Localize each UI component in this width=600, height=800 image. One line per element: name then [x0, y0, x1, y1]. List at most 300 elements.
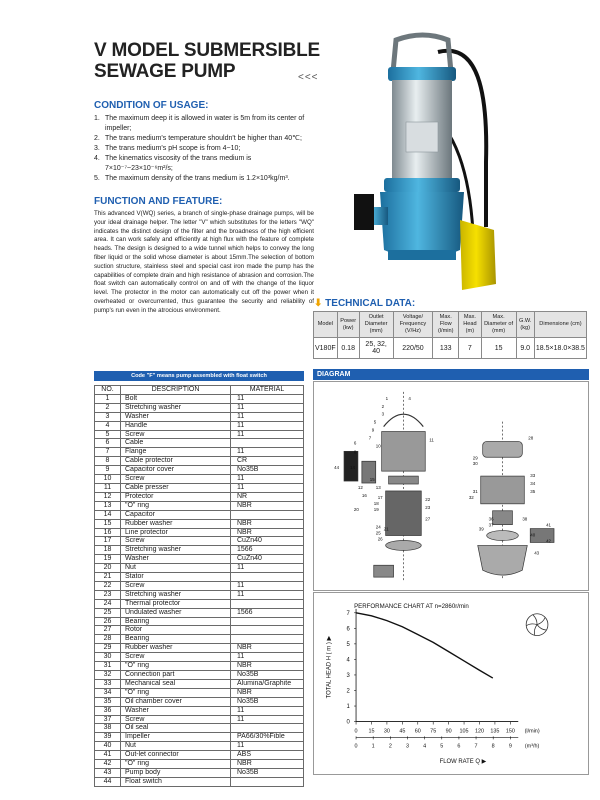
part-description: Oil seal [121, 724, 231, 733]
diagram-callout: 12 [357, 484, 363, 490]
part-number: 44 [95, 777, 121, 786]
part-material: 11 [231, 715, 304, 724]
condition-item [94, 134, 314, 144]
diagram-callout: 44 [334, 465, 340, 471]
part-description: Washer [121, 706, 231, 715]
x-tick-label-lmin: 135 [490, 728, 500, 735]
part-description: Washer [121, 412, 231, 421]
part-description: Screw [121, 475, 231, 484]
technical-cell: 18.5×18.0×38.5 [534, 338, 586, 359]
x-tick-label-lmin: 45 [399, 728, 406, 735]
part-description: Connection part [121, 671, 231, 680]
technical-header-row [314, 312, 587, 338]
part-material: CuZn40 [231, 555, 304, 564]
technical-heading [314, 298, 415, 309]
table-row [95, 394, 304, 403]
y-tick-label: 5 [346, 641, 350, 648]
part-description: Cable protector [121, 457, 231, 466]
table-row [95, 430, 304, 439]
part-number: 8 [95, 457, 121, 466]
y-tick-label: 7 [346, 610, 350, 617]
part-description: Rubber washer [121, 519, 231, 528]
part-material: 1566 [231, 608, 304, 617]
diagram-callout: 19 [373, 506, 379, 512]
part-description: Stretching washer [121, 546, 231, 555]
logo-blade [537, 618, 545, 625]
parts-body [95, 394, 304, 786]
technical-cell: 0.18 [337, 338, 359, 359]
x-tick-label-m3h: 4 [423, 743, 427, 750]
part-number: 34 [95, 688, 121, 697]
x-tick-label-lmin: 75 [430, 728, 437, 735]
part-material [231, 573, 304, 582]
technical-data-row [314, 338, 587, 359]
table-row [95, 751, 304, 760]
x-tick-label-m3h: 8 [491, 743, 495, 750]
condition-item-text: The trans medium's temperature shouldn't be higher than 40℃; [105, 135, 302, 142]
pump-photo [348, 32, 498, 294]
table-row [95, 688, 304, 697]
y-tick-label: 2 [346, 688, 350, 695]
part-material [231, 777, 304, 786]
table-row [95, 475, 304, 484]
part-description: Screw [121, 653, 231, 662]
part-number: 30 [95, 653, 121, 662]
technical-cell: 220/50 [393, 338, 433, 359]
y-tick-label: 4 [346, 657, 350, 664]
x-tick-label-lmin: 30 [383, 728, 390, 735]
part-number: 26 [95, 617, 121, 626]
condition-item-number: 1. [94, 115, 100, 122]
part-description: Pump body [121, 768, 231, 777]
part-number: 32 [95, 671, 121, 680]
part-number: 25 [95, 608, 121, 617]
technical-header-cell: Outlet Diameter (mm) [359, 312, 393, 338]
technical-cell: 9.0 [516, 338, 534, 359]
part-number: 14 [95, 510, 121, 519]
part-number: 1 [95, 394, 121, 403]
part-material: NR [231, 492, 304, 501]
part-number: 15 [95, 519, 121, 528]
technical-table [313, 311, 587, 359]
parts-table [94, 385, 304, 787]
part-number: 23 [95, 590, 121, 599]
part-material: No35B [231, 466, 304, 475]
part-material: NBR [231, 519, 304, 528]
arrow-icon: ⬇ [314, 298, 323, 309]
condition-list [94, 114, 314, 184]
technical-cell: 7 [459, 338, 482, 359]
diagram-callout: 10 [375, 443, 381, 449]
table-row [95, 777, 304, 786]
x-tick-label-m3h: 3 [405, 743, 409, 750]
diagram-callout: 22 [425, 496, 431, 502]
part-material: PA66/30%Fible [231, 733, 304, 742]
part-number: 35 [95, 697, 121, 706]
exploded-diagram [313, 381, 589, 591]
title-line-1: V MODEL SUBMERSIBLE [94, 40, 320, 61]
x-tick-label-lmin: 15 [368, 728, 375, 735]
table-row [95, 768, 304, 777]
diagram-callout: 29 [472, 455, 478, 461]
diagram-callout: 17 [377, 494, 383, 500]
diagram-callout: 4 [408, 395, 411, 401]
table-row [95, 546, 304, 555]
part-material [231, 617, 304, 626]
diagram-callout: 8 [353, 449, 357, 455]
table-row [95, 599, 304, 608]
feature-text: This advanced V(WQ) series, a branch of single-phase drainage pumps, will be your ideal drainage helper. The letter "V" which substitutes for the letters "WQ" indicates the distinct design of the filter and the broadness of the high efficient area. It can work safely and efficiently at high flux with the feature of complete heads. The design is designed to a wide tunnel which helps to convey the long fiber liquid or the solid whose diameter is about 15mm.The selection of bottom suction structure, stainless steel and special cast iron made the pump has the capabilities of complete drain and high resistance of abrasion and corrosion.The float switch can automatically control on and off with the change of the liquor level. The protector in the motor can automatically cut off the power when it overheated or overcurrented, thus guarantee the security and reliability of pump's run even in the atrocious environment. [94, 210, 314, 314]
diagram-callout: 2 [381, 403, 385, 409]
part-material: 11 [231, 742, 304, 751]
part-material: 11 [231, 564, 304, 573]
y-tick-label: 3 [346, 672, 350, 679]
part-description: "O" ring [121, 688, 231, 697]
part-description: Screw [121, 715, 231, 724]
part-number: 38 [95, 724, 121, 733]
x-tick-label-m3h: 5 [440, 743, 444, 750]
table-row [95, 510, 304, 519]
diagram-callout: 5 [373, 419, 377, 425]
diagram-callout: 39 [478, 526, 484, 532]
part-material [231, 510, 304, 519]
logo-blade [531, 625, 541, 635]
diagram-callout: 27 [425, 516, 431, 522]
part-material: CR [231, 457, 304, 466]
diagram-callout: 3 [381, 411, 385, 417]
x-tick-label-lmin: 105 [459, 728, 469, 735]
part-description: Bearing [121, 617, 231, 626]
part-description: Mechanical seal [121, 679, 231, 688]
technical-header-cell: Max. Flow (l/min) [433, 312, 459, 338]
x-axis-label: FLOW RATE Q ▶ [439, 759, 487, 766]
diagram-callout: 43 [534, 550, 540, 556]
part-description: Stretching washer [121, 403, 231, 412]
technical-header-cell: Max. Diameter of (mm) [481, 312, 516, 338]
diagram-callout: 24 [375, 524, 381, 530]
table-row [95, 483, 304, 492]
x-tick-label-m3h: 9 [508, 743, 512, 750]
table-row [95, 519, 304, 528]
part-number: 5 [95, 430, 121, 439]
condition-heading: CONDITION OF USAGE: [94, 100, 209, 111]
x-tick-label-m3h: 2 [388, 743, 392, 750]
table-row [95, 760, 304, 769]
logo-blade [527, 620, 537, 630]
part-material: 11 [231, 706, 304, 715]
diagram-callout: 41 [546, 522, 552, 528]
part-number: 12 [95, 492, 121, 501]
part-description: Line protector [121, 528, 231, 537]
chart-logo [526, 614, 548, 636]
part-number: 31 [95, 662, 121, 671]
part-number: 6 [95, 439, 121, 448]
part-description: Bearing [121, 635, 231, 644]
part-material: CuZn40 [231, 537, 304, 546]
technical-cell: 133 [433, 338, 459, 359]
x-tick-label-lmin: 150 [505, 728, 515, 735]
table-row [95, 555, 304, 564]
diagram-callout: 13 [375, 484, 381, 490]
part-description: Thermal protector [121, 599, 231, 608]
diagram-callout: 32 [468, 494, 474, 500]
technical-header-cell: Dimensione (cm) [534, 312, 586, 338]
table-row [95, 466, 304, 475]
part-material: 11 [231, 581, 304, 590]
condition-item [94, 174, 314, 184]
page-title [94, 40, 320, 82]
condition-item-number: 5. [94, 175, 100, 182]
table-row [95, 742, 304, 751]
part-description: Rubber washer [121, 644, 231, 653]
diagram-callout: 30 [472, 461, 478, 467]
diagram-callout: 16 [361, 492, 367, 498]
x-tick-label-lmin: 90 [445, 728, 452, 735]
part-description: Rotor [121, 626, 231, 635]
technical-header-cell: Voltage/ Frequency (V/Hz) [393, 312, 433, 338]
part-number: 20 [95, 564, 121, 573]
part-description: Washer [121, 555, 231, 564]
table-row [95, 724, 304, 733]
parts-header-row [95, 386, 304, 395]
condition-item-text: The maximum density of the trans medium is 1.2×10³kg/m³. [105, 175, 290, 182]
part-description: Capacitor [121, 510, 231, 519]
part-number: 17 [95, 537, 121, 546]
y-tick-label: 0 [346, 719, 350, 726]
parts-header-cell: MATERIAL [231, 386, 304, 395]
condition-item [94, 144, 314, 154]
table-row [95, 457, 304, 466]
diagram-heading: DIAGRAM [313, 369, 589, 380]
condition-item-number: 3. [94, 145, 100, 152]
part-number: 40 [95, 742, 121, 751]
diagram-callout: 7 [368, 435, 372, 441]
technical-cell: V180F [314, 338, 338, 359]
part-description: Nut [121, 742, 231, 751]
part-number: 43 [95, 768, 121, 777]
condition-item-number: 4. [94, 155, 100, 162]
table-row [95, 528, 304, 537]
condition-item [94, 154, 314, 174]
technical-header-cell: Power (kw) [337, 312, 359, 338]
part-number: 13 [95, 501, 121, 510]
x-tick-label-m3h: 1 [371, 743, 375, 750]
part-material: NBR [231, 760, 304, 769]
part-material: No35B [231, 671, 304, 680]
part-description: "O" ring [121, 501, 231, 510]
condition-item-number: 2. [94, 135, 100, 142]
diagram-callout: 28 [528, 435, 534, 441]
part-number: 21 [95, 573, 121, 582]
technical-cell: 15 [481, 338, 516, 359]
float-switch [460, 220, 496, 290]
part-number: 27 [95, 626, 121, 635]
part-number: 29 [95, 644, 121, 653]
part-material: 11 [231, 483, 304, 492]
part-material: NBR [231, 501, 304, 510]
x-tick-label-m3h: 6 [457, 743, 461, 750]
table-row [95, 671, 304, 680]
part-material: 11 [231, 421, 304, 430]
condition-item-text: The maximum deep it is allowed in water is 5m from its center of impeller; [105, 115, 305, 132]
x-tick-label-lmin: 120 [474, 728, 485, 735]
code-note: Code "F" means pump assembled with float switch [94, 371, 304, 381]
y-tick-label: 6 [346, 626, 350, 633]
part-material: NBR [231, 528, 304, 537]
performance-curve [356, 613, 493, 678]
part-number: 22 [95, 581, 121, 590]
x-tick-label-m3h: 7 [474, 743, 478, 750]
table-row [95, 590, 304, 599]
diagram-callout: 23 [425, 504, 431, 510]
part-material: No35B [231, 768, 304, 777]
part-number: 2 [95, 403, 121, 412]
part-material: 11 [231, 430, 304, 439]
part-number: 3 [95, 412, 121, 421]
table-row [95, 573, 304, 582]
diagram-callout: 20 [353, 506, 359, 512]
table-row [95, 733, 304, 742]
table-row [95, 644, 304, 653]
table-row [95, 448, 304, 457]
diagram-callout: 18 [373, 500, 379, 506]
diagram-callout: 31 [472, 488, 478, 494]
diagram-callout: 37 [488, 522, 494, 528]
parts-header-cell: NO. [95, 386, 121, 395]
part-description: Impeller [121, 733, 231, 742]
diagram-callout: 34 [530, 481, 536, 487]
part-number: 11 [95, 483, 121, 492]
diagram-callout: 40 [530, 532, 536, 538]
part-description: Float switch [121, 777, 231, 786]
part-material [231, 635, 304, 644]
part-number: 24 [95, 599, 121, 608]
y-tick-label: 1 [346, 704, 350, 711]
table-row [95, 626, 304, 635]
technical-cell: 25, 32, 40 [359, 338, 393, 359]
table-row [95, 662, 304, 671]
part-description: "O" ring [121, 760, 231, 769]
part-description: Screw [121, 430, 231, 439]
part-number: 16 [95, 528, 121, 537]
diagram-callout: 42 [546, 538, 552, 544]
part-description: Nut [121, 564, 231, 573]
x-tick-label-m3h: 0 [354, 743, 358, 750]
part-material: Alumina/Graphite [231, 679, 304, 688]
part-number: 4 [95, 421, 121, 430]
diagram-callout: 33 [530, 473, 536, 479]
table-row [95, 679, 304, 688]
part-description: Out-let connector [121, 751, 231, 760]
part-description: Oil chamber cover [121, 697, 231, 706]
part-material: NBR [231, 644, 304, 653]
diagram-callout: 35 [530, 488, 536, 494]
feature-heading: FUNCTION AND FEATURE: [94, 196, 223, 207]
part-description: Bolt [121, 394, 231, 403]
part-material: 11 [231, 475, 304, 484]
table-row [95, 492, 304, 501]
title-line-2: SEWAGE PUMP [94, 61, 236, 82]
part-material [231, 626, 304, 635]
part-material: No35B [231, 697, 304, 706]
table-row [95, 537, 304, 546]
diagram-callout: 14 [349, 465, 355, 471]
part-material [231, 724, 304, 733]
x-unit-m3h: (m³/h) [524, 743, 540, 750]
part-number: 9 [95, 466, 121, 475]
part-description: "O" ring [121, 662, 231, 671]
table-row [95, 412, 304, 421]
table-row [95, 581, 304, 590]
diagram-callout: 38 [522, 516, 528, 522]
part-material [231, 439, 304, 448]
diagram-callout: 26 [377, 536, 383, 542]
diagram-callout: 11 [429, 437, 434, 443]
part-material: 11 [231, 653, 304, 662]
part-description: Stretching washer [121, 590, 231, 599]
diagram-callout: 9 [371, 427, 375, 433]
part-description: Cable presser [121, 483, 231, 492]
parts-header-cell: DESCRIPTION [121, 386, 231, 395]
table-row [95, 653, 304, 662]
part-description: Flange [121, 448, 231, 457]
part-description: Handle [121, 421, 231, 430]
table-row [95, 501, 304, 510]
technical-heading-text: TECHNICAL DATA: [325, 298, 416, 309]
part-material: 11 [231, 403, 304, 412]
part-material: NBR [231, 688, 304, 697]
x-tick-label-lmin: 60 [414, 728, 421, 735]
part-description: Protector [121, 492, 231, 501]
technical-header-cell: G.W. (kg) [516, 312, 534, 338]
performance-chart [313, 592, 589, 775]
arrows-decoration: <<< [298, 72, 319, 83]
x-tick-label-lmin: 0 [354, 728, 358, 735]
diagram-callout: 25 [375, 530, 381, 536]
table-row [95, 439, 304, 448]
part-material: 1566 [231, 546, 304, 555]
diagram-callout: 15 [369, 477, 375, 483]
technical-header-cell: Max. Head (m) [459, 312, 482, 338]
part-material: 11 [231, 590, 304, 599]
condition-item [94, 114, 314, 134]
table-row [95, 608, 304, 617]
y-axis-label: TOTAL HEAD H ( m ) ▶ [326, 636, 333, 699]
diagram-callout: 6 [353, 440, 357, 446]
part-number: 42 [95, 760, 121, 769]
part-description: Cable [121, 439, 231, 448]
diagram-callout: 1 [385, 395, 389, 401]
table-row [95, 706, 304, 715]
table-row [95, 617, 304, 626]
part-description: Stator [121, 573, 231, 582]
part-material [231, 599, 304, 608]
part-number: 41 [95, 751, 121, 760]
part-description: Screw [121, 537, 231, 546]
table-row [95, 403, 304, 412]
part-number: 19 [95, 555, 121, 564]
condition-item-text: The trans medium's pH scope is from 4~10; [105, 145, 241, 152]
part-material: 11 [231, 448, 304, 457]
part-description: Capacitor cover [121, 466, 231, 475]
logo-blade [530, 615, 539, 625]
part-material: 11 [231, 412, 304, 421]
part-number: 10 [95, 475, 121, 484]
diagram-callout: 21 [383, 526, 389, 532]
x-unit-lmin: (l/min) [524, 728, 540, 735]
table-row [95, 564, 304, 573]
part-number: 18 [95, 546, 121, 555]
